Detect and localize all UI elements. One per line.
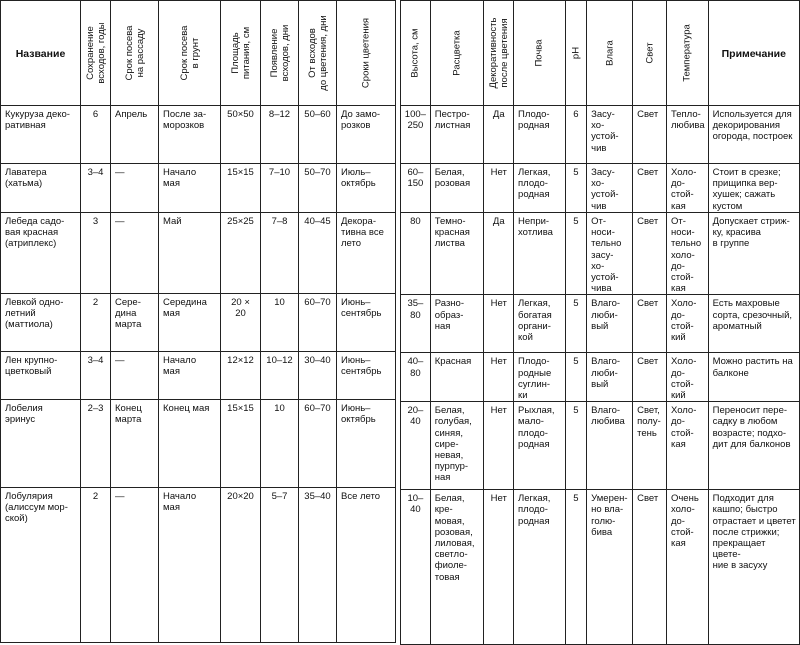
right-table-cell: Нет: [484, 295, 514, 353]
left-page: [0, 0, 396, 645]
right-table-cell: Допускает стриж- ку, красива в группе: [708, 213, 799, 295]
right-header-label: Влага: [604, 40, 616, 66]
right-table-cell: 40– 80: [401, 353, 431, 402]
right-table-cell: Белая, розовая: [430, 164, 484, 213]
right-table-cell: Плодо- родная: [514, 106, 566, 164]
left-header-cell: [1, 1, 81, 106]
left-table-cell: Декора- тивна все лето: [337, 213, 396, 294]
left-table-cell: 3–4: [81, 164, 111, 213]
right-table-cell: Влаго- люби- вый: [587, 353, 633, 402]
right-table-cell: 80: [401, 213, 431, 295]
table-row: [1, 352, 396, 400]
table-row: [401, 213, 800, 295]
table-row: [401, 353, 800, 402]
left-table-cell: Левкой одно- летний (маттиола): [1, 294, 81, 352]
left-table-cell: —: [111, 164, 159, 213]
left-table-cell: 7–8: [261, 213, 299, 294]
right-table-cell: Свет: [633, 295, 667, 353]
left-table-cell: Кукуруза деко- ративная: [1, 106, 81, 164]
left-table-cell: Лебеда садо- вая красная (атриплекс): [1, 213, 81, 294]
left-header-label: Сохранение всходов, годы: [84, 22, 107, 84]
left-table-cell: 10–12: [261, 352, 299, 400]
left-table-cell: Июнь– октябрь: [337, 400, 396, 488]
right-table-cell: Свет: [633, 490, 667, 645]
right-header-cell: [401, 1, 431, 106]
left-table-cell: Апрель: [111, 106, 159, 164]
right-page: [400, 0, 800, 645]
right-table-cell: Свет: [633, 353, 667, 402]
right-table-cell: Стоит в срезке; прищипка вер- хушек; сажать кустом: [708, 164, 799, 213]
right-header-cell: [708, 1, 799, 106]
left-table-cell: 12×12: [221, 352, 261, 400]
right-table-cell: Разно- образ- ная: [430, 295, 484, 353]
right-header-label: pH: [570, 46, 582, 60]
table-row: [401, 164, 800, 213]
right-table-cell: 10– 40: [401, 490, 431, 645]
left-header-cell: [159, 1, 221, 106]
left-header-cell: [221, 1, 261, 106]
left-table-cell: 30–40: [299, 352, 337, 400]
right-table-cell: 5: [565, 353, 586, 402]
right-table-cell: 35– 80: [401, 295, 431, 353]
left-table-cell: 50–70: [299, 164, 337, 213]
left-table-cell: 15×15: [221, 400, 261, 488]
left-table-cell: 6: [81, 106, 111, 164]
left-table-cell: —: [111, 213, 159, 294]
right-header-cell: [666, 1, 708, 106]
left-table-cell: 2: [81, 488, 111, 643]
right-table-cell: Переносит пере- садку в любом возрасте; подхо- дит для балконов: [708, 402, 799, 490]
right-header-label: Расцветка: [451, 30, 463, 76]
table-row: [1, 488, 396, 643]
left-table-cell: 10: [261, 294, 299, 352]
left-header-label: Площадь питания, см: [229, 26, 252, 80]
left-table-cell: 50–60: [299, 106, 337, 164]
right-table-cell: Красная: [430, 353, 484, 402]
right-table-cell: Холо- до- стой- кий: [666, 295, 708, 353]
right-table-cell: Нет: [484, 164, 514, 213]
left-table-cell: 15×15: [221, 164, 261, 213]
left-table-cell: После за- морозков: [159, 106, 221, 164]
left-table-cell: Июнь– сентябрь: [337, 294, 396, 352]
left-table-cell: Лаватера (хатьма): [1, 164, 81, 213]
left-table-cell: 50×50: [221, 106, 261, 164]
left-header-label: Срок посева на рассаду: [123, 25, 146, 81]
right-table-cell: Легкая, богатая органи- кой: [514, 295, 566, 353]
table-row: [1, 213, 396, 294]
right-table-cell: Очень холо- до- стой- кая: [666, 490, 708, 645]
left-table-cell: Конец марта: [111, 400, 159, 488]
right-table-cell: Есть махровые сорта, срезочный, ароматный: [708, 295, 799, 353]
right-table-cell: Свет: [633, 164, 667, 213]
right-table-cell: 5: [565, 164, 586, 213]
right-table-cell: Да: [484, 106, 514, 164]
right-table-cell: Подходит для кашпо; быстро отрастает и цветет после стрижки; прекращает цвете- ние в засуху: [708, 490, 799, 645]
right-header-row: [401, 1, 800, 106]
right-header-cell: [484, 1, 514, 106]
left-table-cell: Начало мая: [159, 352, 221, 400]
right-table-cell: Свет: [633, 213, 667, 295]
table-row: [401, 490, 800, 645]
left-table-cell: Середина мая: [159, 294, 221, 352]
right-table-cell: 5: [565, 213, 586, 295]
left-table-cell: 5–7: [261, 488, 299, 643]
right-table-cell: 100– 250: [401, 106, 431, 164]
left-table-cell: 25×25: [221, 213, 261, 294]
right-header-cell: [514, 1, 566, 106]
left-table-cell: До замо- розков: [337, 106, 396, 164]
right-table-cell: Нет: [484, 353, 514, 402]
left-table-cell: 3: [81, 213, 111, 294]
right-table-cell: Нет: [484, 490, 514, 645]
left-table-cell: Начало мая: [159, 488, 221, 643]
right-table-cell: 5: [565, 490, 586, 645]
right-table-cell: Плодо- родные суглин- ки: [514, 353, 566, 402]
right-header-label: Примечание: [721, 48, 786, 60]
left-header-cell: [111, 1, 159, 106]
right-table-cell: Засу- хо- устой- чив: [587, 164, 633, 213]
right-table-cell: Белая, кре- мовая, розовая, лиловая, светло- фиоле- товая: [430, 490, 484, 645]
left-table-cell: Сере- дина марта: [111, 294, 159, 352]
right-table-cell: От- носи- тельно засу- хо- устой- чива: [587, 213, 633, 295]
right-table-cell: Засу- хо- устой- чив: [587, 106, 633, 164]
right-header-cell: [565, 1, 586, 106]
right-table-cell: Влаго- любива: [587, 402, 633, 490]
left-header-label: Сроки цветения: [360, 17, 372, 89]
table-row: [1, 106, 396, 164]
left-table-cell: —: [111, 352, 159, 400]
right-header-label: Температура: [681, 24, 693, 82]
left-table-cell: Конец мая: [159, 400, 221, 488]
right-header-cell: [430, 1, 484, 106]
right-table-cell: Легкая, плодо- родная: [514, 490, 566, 645]
left-table-cell: Начало мая: [159, 164, 221, 213]
right-table-cell: Свет: [633, 106, 667, 164]
left-table-cell: 7–10: [261, 164, 299, 213]
left-header-row: [1, 1, 396, 106]
left-table-cell: Все лето: [337, 488, 396, 643]
right-table-cell: 5: [565, 402, 586, 490]
left-table-cell: 2–3: [81, 400, 111, 488]
left-table-cell: Лобулярия (алиссум мор- ской): [1, 488, 81, 643]
right-header-label: Высота, см: [409, 28, 421, 78]
table-row: [1, 164, 396, 213]
left-header-cell: [299, 1, 337, 106]
left-table-cell: 8–12: [261, 106, 299, 164]
right-table-cell: Можно растить на балконе: [708, 353, 799, 402]
left-table-cell: 10: [261, 400, 299, 488]
left-table-cell: Июль– октябрь: [337, 164, 396, 213]
left-table-cell: 35–40: [299, 488, 337, 643]
left-table-cell: 40–45: [299, 213, 337, 294]
right-table-cell: 60– 150: [401, 164, 431, 213]
table-row: [1, 400, 396, 488]
right-table-cell: Темно- красная листва: [430, 213, 484, 295]
right-table-cell: Рыхлая, мало- плодо- родная: [514, 402, 566, 490]
left-table-cell: 60–70: [299, 400, 337, 488]
left-header-cell: [337, 1, 396, 106]
right-table-cell: 20– 40: [401, 402, 431, 490]
right-table-cell: Белая, голубая, синяя, сире- невая, пурпур- ная: [430, 402, 484, 490]
left-header-cell: [81, 1, 111, 106]
left-table-cell: 20×20: [221, 488, 261, 643]
left-table-cell: 20 × 20: [221, 294, 261, 352]
right-header-label: Почва: [533, 39, 545, 67]
right-table-cell: 6: [565, 106, 586, 164]
table-row: [401, 295, 800, 353]
right-header-label: Декоративность после цветения: [487, 17, 510, 89]
left-header-label: Срок посева в грунт: [178, 25, 201, 81]
right-table-cell: Легкая, плодо- родная: [514, 164, 566, 213]
left-table: [0, 0, 396, 643]
right-table-cell: Холо- до- стой- кий: [666, 353, 708, 402]
right-table-cell: Умерен- но вла- голю- бива: [587, 490, 633, 645]
left-table-cell: 2: [81, 294, 111, 352]
right-header-cell: [587, 1, 633, 106]
right-table-cell: Свет, полу- тень: [633, 402, 667, 490]
right-header-cell: [633, 1, 667, 106]
table-row: [401, 402, 800, 490]
left-header-cell: [261, 1, 299, 106]
right-table-cell: 5: [565, 295, 586, 353]
right-table-cell: Пестро- листная: [430, 106, 484, 164]
right-table-cell: Влаго- люби- вый: [587, 295, 633, 353]
right-table-cell: От- носи- тельно холо- до- стой- кая: [666, 213, 708, 295]
left-table-cell: Лен крупно- цветковый: [1, 352, 81, 400]
left-table-cell: —: [111, 488, 159, 643]
right-table-cell: Используется для декорирования огорода, построек: [708, 106, 799, 164]
left-table-cell: Лобелия эринус: [1, 400, 81, 488]
right-table-cell: Непри- хотлива: [514, 213, 566, 295]
right-table-cell: Да: [484, 213, 514, 295]
left-table-cell: 3–4: [81, 352, 111, 400]
right-table-cell: Нет: [484, 402, 514, 490]
table-row: [1, 294, 396, 352]
left-table-cell: Май: [159, 213, 221, 294]
left-table-cell: 60–70: [299, 294, 337, 352]
right-table-cell: Тепло- любива: [666, 106, 708, 164]
left-table-cell: Июнь– сентябрь: [337, 352, 396, 400]
left-header-label: От всходов до цветения, дни: [306, 15, 329, 91]
right-table: [400, 0, 800, 645]
left-header-label: Появление всходов, дни: [268, 24, 291, 82]
right-table-cell: Холо- до- стой- кая: [666, 402, 708, 490]
right-header-label: Свет: [644, 42, 656, 64]
table-row: [401, 106, 800, 164]
right-table-cell: Холо- до- стой- кая: [666, 164, 708, 213]
left-header-label: Название: [15, 48, 66, 60]
